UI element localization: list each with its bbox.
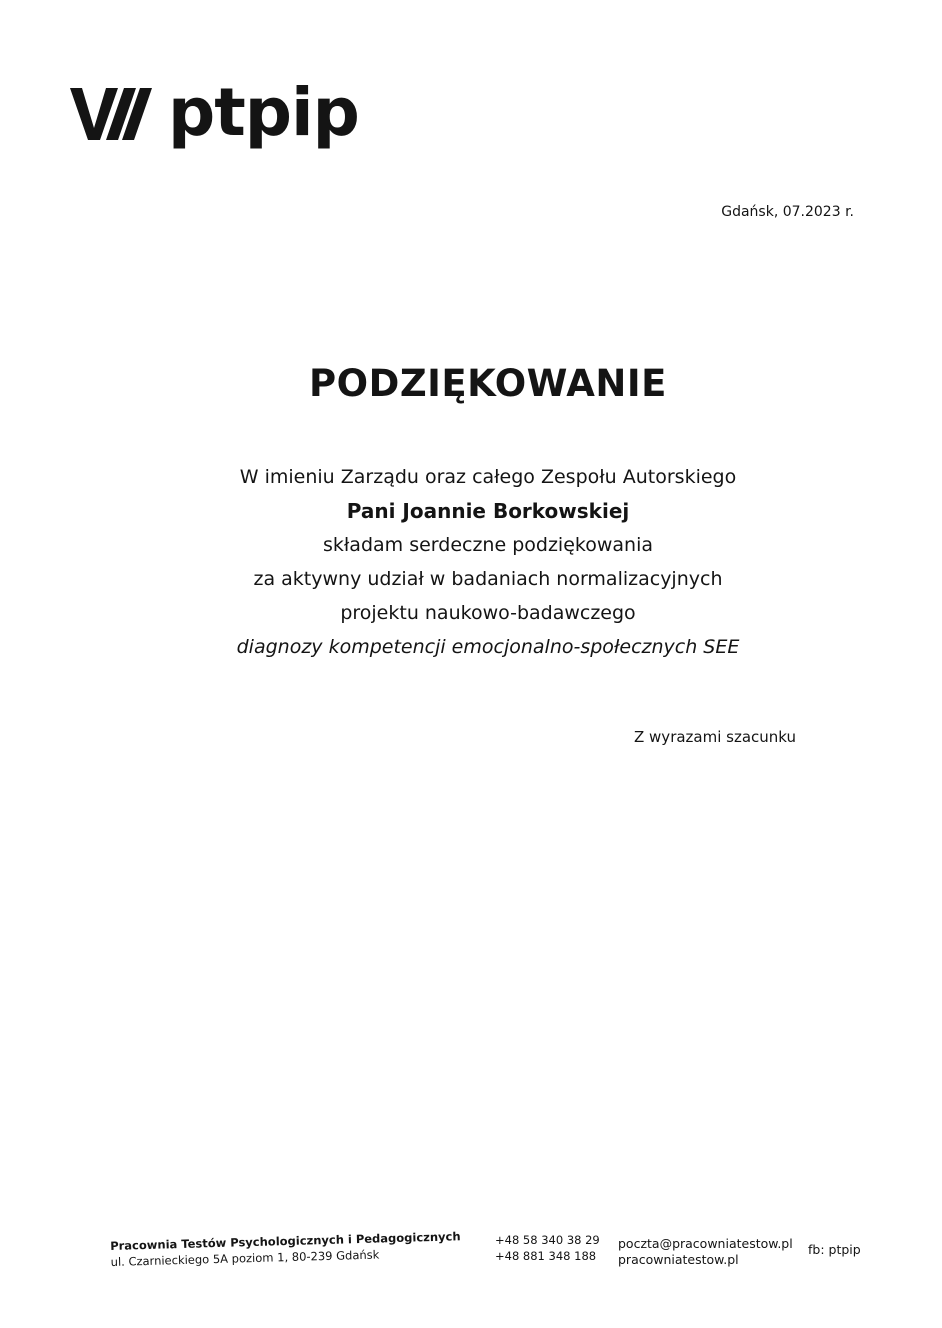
footer (0, 1229, 942, 1282)
facebook-handle: fb: ptpip (808, 1242, 861, 1257)
body-line-3: składam serdeczne podziękowania (323, 534, 653, 556)
phone-number: +48 881 348 188 (495, 1249, 597, 1263)
project-name: diagnozy kompetencji emocjonalno-społecznych SEE (236, 636, 740, 658)
logo-text: ptpip (168, 74, 359, 151)
logo (70, 74, 359, 170)
logo-slashes-icon (70, 86, 152, 142)
phone-number: +48 58 340 38 29 (495, 1233, 600, 1247)
organization-address: ul. Czarnieckiego 5A poziom 1, 80-239 Gdańsk (110, 1247, 380, 1269)
footer-phones (495, 1232, 600, 1264)
website-address: pracowniatestow.pl (618, 1252, 739, 1267)
closing-phrase: Z wyrazami szacunku (634, 728, 797, 746)
body-line-4: za aktywny udział w badaniach normalizacyjnych (253, 568, 723, 590)
letter-body (0, 460, 942, 664)
letter-date: Gdańsk, 07.2023 r. (721, 204, 854, 220)
footer-web (618, 1236, 793, 1268)
recipient-name: Pani Joannie Borkowskiej (346, 499, 630, 523)
footer-organization (110, 1228, 461, 1270)
email-address: poczta@pracowniatestow.pl (618, 1236, 793, 1251)
body-line-1: W imieniu Zarządu oraz całego Zespołu Autorskiego (239, 466, 737, 488)
body-line-5: projektu naukowo-badawczego (340, 602, 636, 624)
letter-title: PODZIĘKOWANIE (309, 362, 667, 405)
organization-name: Pracownia Testów Psychologicznych i Pedagogicznych (110, 1229, 461, 1253)
